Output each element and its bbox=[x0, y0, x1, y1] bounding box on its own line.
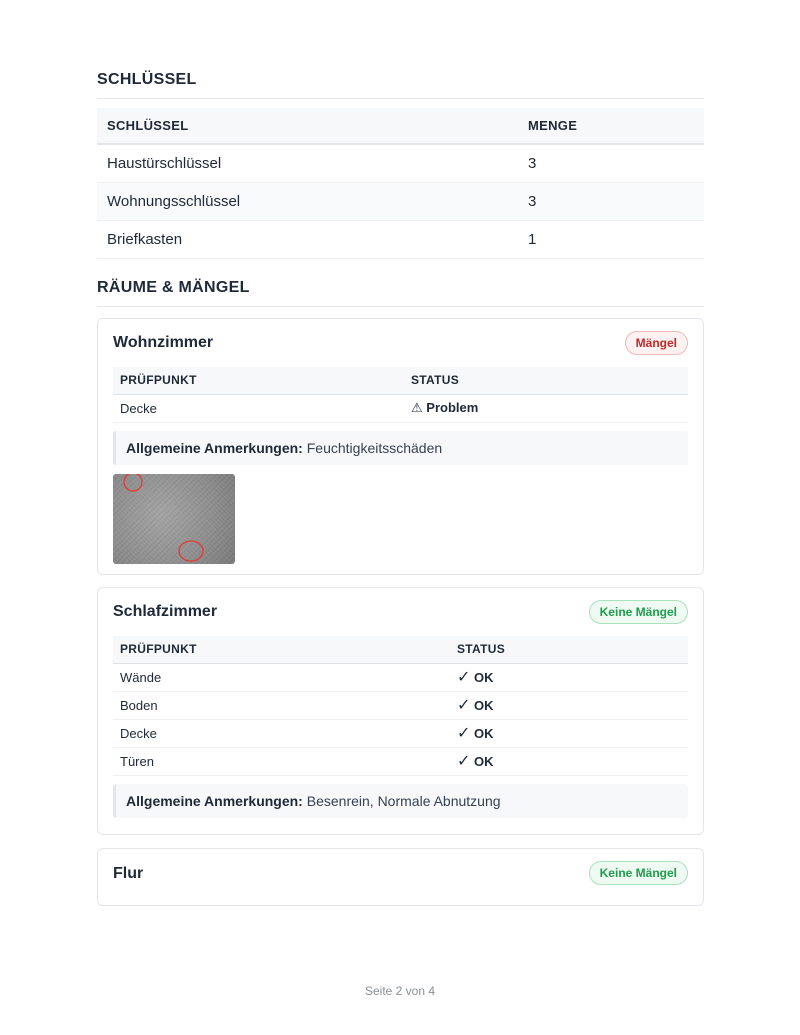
damage-photo-thumbnail[interactable] bbox=[113, 474, 235, 564]
notes-label: Allgemeine Anmerkungen: bbox=[126, 439, 303, 456]
check-status bbox=[450, 663, 688, 691]
table-row bbox=[113, 394, 688, 422]
key-name: Briefkasten bbox=[97, 220, 518, 258]
room-card-flur bbox=[97, 848, 704, 906]
status-label: OK bbox=[474, 754, 494, 769]
room-header bbox=[98, 849, 703, 897]
check-point: Türen bbox=[113, 747, 450, 775]
check-table bbox=[113, 636, 688, 776]
status-badge: Keine Mängel bbox=[589, 861, 688, 885]
annotation-circle bbox=[179, 541, 203, 561]
key-qty: 3 bbox=[518, 182, 704, 220]
room-name: Wohnzimmer bbox=[113, 334, 214, 351]
room-name: Flur bbox=[113, 865, 144, 882]
page-number: Seite 2 von 4 bbox=[364, 984, 436, 998]
room-notes bbox=[113, 431, 688, 465]
table-row bbox=[113, 747, 688, 775]
room-header bbox=[98, 588, 703, 636]
room-name: Schlafzimmer bbox=[113, 603, 218, 620]
status-label: OK bbox=[474, 726, 494, 741]
key-name: Wohnungsschlüssel bbox=[97, 182, 518, 220]
table-row bbox=[97, 220, 704, 258]
annotation-circle bbox=[124, 474, 142, 491]
checkmark-icon: ✓ bbox=[457, 697, 471, 714]
notes-text: Feuchtigkeitsschäden bbox=[306, 439, 443, 456]
checkmark-icon: ✓ bbox=[457, 753, 471, 770]
room-notes bbox=[113, 784, 688, 818]
check-header-status: STATUS bbox=[404, 367, 688, 394]
rooms-section-title: RÄUME & MÄNGEL bbox=[97, 279, 704, 307]
annotation-overlay bbox=[113, 474, 235, 564]
notes-label: Allgemeine Anmerkungen: bbox=[126, 792, 303, 809]
check-status bbox=[450, 691, 688, 719]
check-table bbox=[113, 367, 688, 423]
check-header-status: STATUS bbox=[450, 636, 688, 663]
status-badge: Mängel bbox=[625, 331, 688, 355]
check-header-point: PRÜFPUNKT bbox=[113, 367, 404, 394]
table-row bbox=[113, 719, 688, 747]
warning-icon: ⚠ bbox=[411, 400, 423, 415]
key-name: Haustürschlüssel bbox=[97, 144, 518, 182]
keys-header-qty: MENGE bbox=[518, 108, 704, 144]
check-point: Boden bbox=[113, 691, 450, 719]
check-status bbox=[450, 719, 688, 747]
table-row bbox=[113, 691, 688, 719]
room-header bbox=[98, 319, 703, 367]
check-point: Decke bbox=[113, 394, 404, 422]
key-qty: 1 bbox=[518, 220, 704, 258]
checkmark-icon: ✓ bbox=[457, 669, 471, 686]
status-badge: Keine Mängel bbox=[589, 600, 688, 624]
notes-text: Besenrein, Normale Abnutzung bbox=[306, 792, 501, 809]
checkmark-icon: ✓ bbox=[457, 725, 471, 742]
status-label: OK bbox=[474, 698, 494, 713]
status-label: Problem bbox=[426, 400, 479, 415]
check-status bbox=[450, 747, 688, 775]
table-row bbox=[97, 182, 704, 220]
status-label: OK bbox=[474, 670, 494, 685]
table-row bbox=[97, 144, 704, 182]
keys-table-header bbox=[97, 108, 704, 144]
check-status bbox=[404, 394, 688, 422]
keys-section-title: SCHLÜSSEL bbox=[97, 71, 704, 99]
check-point: Wände bbox=[113, 663, 450, 691]
check-table-header bbox=[113, 636, 688, 663]
check-point: Decke bbox=[113, 719, 450, 747]
room-card-schlafzimmer bbox=[97, 587, 704, 835]
check-table-header bbox=[113, 367, 688, 394]
room-card-wohnzimmer bbox=[97, 318, 704, 575]
keys-header-key: SCHLÜSSEL bbox=[97, 108, 518, 144]
keys-table bbox=[97, 108, 704, 259]
check-header-point: PRÜFPUNKT bbox=[113, 636, 450, 663]
key-qty: 3 bbox=[518, 144, 704, 182]
table-row bbox=[113, 663, 688, 691]
